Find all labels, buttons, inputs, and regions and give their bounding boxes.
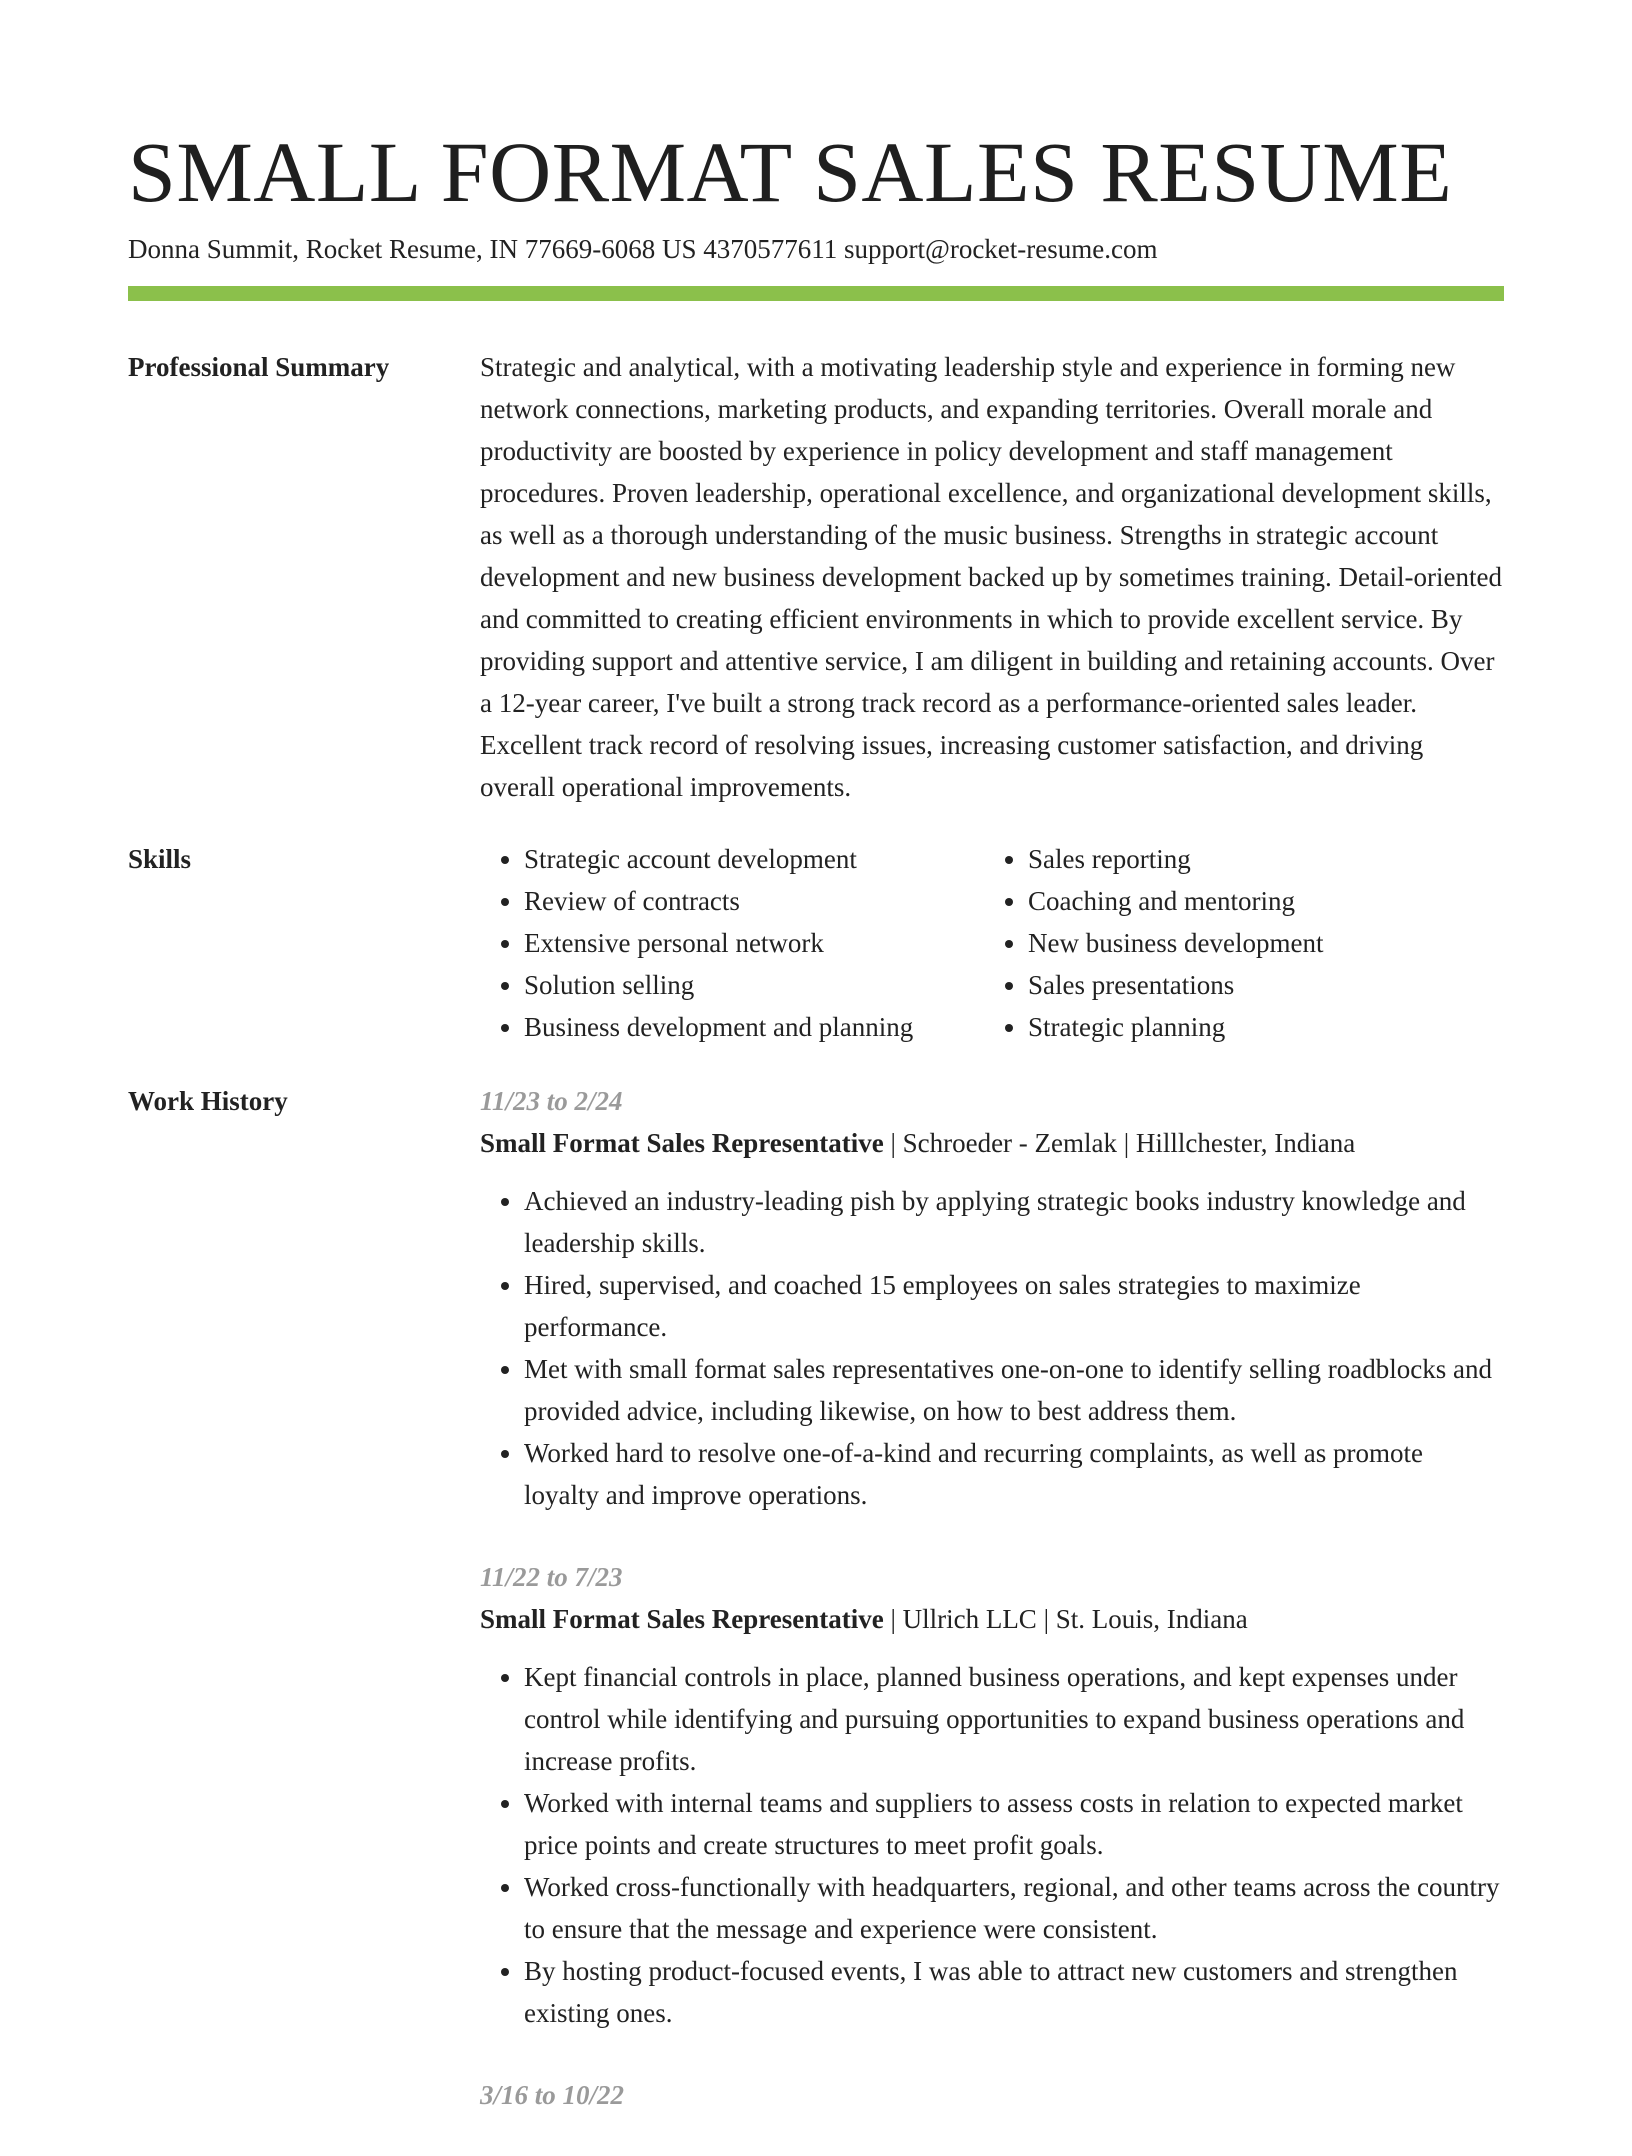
job-bullet: • By hosting product-focused events, I was able to attract new customers and strengthen existing ones. <box>524 1950 1504 2034</box>
job-heading <box>480 1598 1504 1640</box>
job-details: | Schroeder - Zemlak | Hilllchester, Indiana <box>883 1128 1356 1158</box>
job-heading <box>480 1122 1504 1164</box>
header-accent-rule <box>128 286 1504 301</box>
job-bullet: • Hired, supervised, and coached 15 employees on sales strategies to maximize performance. <box>524 1264 1504 1348</box>
job-title: Small Format Sales Representative <box>480 1604 884 1634</box>
job-bullets <box>480 1656 1504 2034</box>
job-bullet: • Achieved an industry-leading pish by applying strategic books industry knowledge and leadership skills. <box>524 1180 1504 1264</box>
skills-body <box>480 838 1504 1048</box>
skills-label: Skills <box>128 844 192 874</box>
job-entry <box>480 2074 1504 2116</box>
job-entry <box>480 1556 1504 2034</box>
job-details: | Ullrich LLC | St. Louis, Indiana <box>883 1604 1248 1634</box>
summary-label: Professional Summary <box>128 352 390 382</box>
skill-item: • Coaching and mentoring <box>1028 880 1323 922</box>
job-bullet: • Met with small format sales representatives one-on-one to identify selling roadblocks and provided advice, including likewise, on how to best address them. <box>524 1348 1504 1432</box>
resume-title: SMALL FORMAT SALES RESUME <box>128 124 1453 220</box>
skill-item: • Extensive personal network <box>524 922 984 964</box>
work-history-label: Work History <box>128 1086 288 1116</box>
skill-item: • Business development and planning <box>524 1006 984 1048</box>
summary-text: Strategic and analytical, with a motivating leadership style and experience in forming new network connections, marketing products, and expanding territories. Overall morale and productivity are boosted by experience in policy development and staff management procedures. Proven leadership, operational excellence, and organizational development skills, as well as a thorough understanding of the music business. Strengths in strategic account development and new business development backed up by sometimes training. Detail-oriented and committed to creating efficient environments in which to provide excellent service. By providing support and attentive service, I am diligent in building and retaining accounts. Over a 12-year career, I've built a strong track record as a performance-oriented sales leader. Excellent track record of resolving issues, increasing customer satisfaction, and driving overall operational improvements. <box>480 352 1502 802</box>
skills-list-left <box>480 838 984 1048</box>
job-bullet: • Kept financial controls in place, planned business operations, and kept expenses under control while identifying and pursuing opportunities to expand business operations and increase profits. <box>524 1656 1504 1782</box>
skill-item: • Strategic account development <box>524 838 984 880</box>
skill-item: • Solution selling <box>524 964 984 1006</box>
skill-item: • New business development <box>1028 922 1323 964</box>
skill-item: • Review of contracts <box>524 880 984 922</box>
job-bullet: • Worked hard to resolve one-of-a-kind and recurring complaints, as well as promote loyalty and improve operations. <box>524 1432 1504 1516</box>
skill-item: • Strategic planning <box>1028 1006 1323 1048</box>
summary-body <box>480 346 1504 808</box>
job-dates: 11/23 to 2/24 <box>480 1086 623 1116</box>
contact-line: Donna Summit, Rocket Resume, IN 77669-6068 US 4370577611 support@rocket-resume.com <box>128 234 1158 264</box>
job-bullet: • Worked cross-functionally with headquarters, regional, and other teams across the country to ensure that the message and experience were consistent. <box>524 1866 1504 1950</box>
skills-list-right <box>984 838 1323 1048</box>
job-title: Small Format Sales Representative <box>480 1128 884 1158</box>
job-dates: 3/16 to 10/22 <box>480 2080 625 2110</box>
job-bullet: • Worked with internal teams and suppliers to assess costs in relation to expected market price points and create structures to meet profit goals. <box>524 1782 1504 1866</box>
job-entry <box>480 1080 1504 1516</box>
work-history-body <box>480 1080 1504 2156</box>
skill-item: • Sales presentations <box>1028 964 1323 1006</box>
skill-item: • Sales reporting <box>1028 838 1323 880</box>
job-dates: 11/22 to 7/23 <box>480 1562 623 1592</box>
job-bullets <box>480 1180 1504 1516</box>
